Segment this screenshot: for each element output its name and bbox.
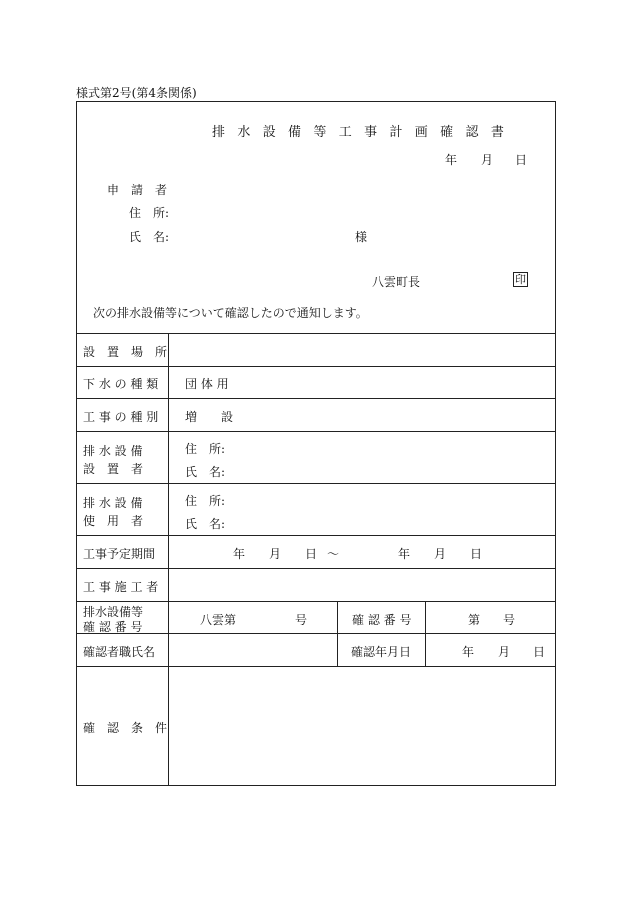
row-divider: [76, 535, 556, 536]
period-tilde: 〜: [327, 547, 340, 561]
installer-address-label: 住 所:: [185, 442, 226, 456]
user-name-label: 氏 名:: [185, 517, 226, 531]
work-type-label: 工 事 の 種 別: [83, 410, 159, 424]
conditions-label: 確 認 条 件: [83, 721, 168, 735]
confirm-no-label-line1: 排水設備等: [83, 605, 144, 619]
installer-label-line1: 排 水 設 備: [83, 444, 143, 458]
confirmer-label: 確認者職氏名: [83, 645, 156, 659]
user-label-line2: 使 用 者: [83, 514, 144, 528]
column-divider: [425, 601, 426, 666]
contractor-label: 工 事 施 工 者: [83, 580, 159, 594]
conditions-field[interactable]: [185, 680, 545, 775]
confirm-date-day: 日: [533, 645, 546, 659]
period-end-month: 月: [434, 547, 447, 561]
column-divider: [337, 601, 338, 666]
notice-text: 次の排水設備等について確認したので通知します。: [93, 306, 368, 320]
date-month: 月: [481, 153, 494, 167]
installer-name-label: 氏 名:: [185, 465, 226, 479]
form-number-label: 様式第2号(第4条関係): [76, 86, 197, 100]
applicant-name-label: 氏 名:: [129, 230, 170, 244]
period-start-month: 月: [269, 547, 282, 561]
applicant-label: 申 請 者: [107, 183, 168, 197]
work-type-value: 増 設: [185, 410, 234, 424]
row-divider: [76, 666, 556, 667]
confirm-no-sub-suffix: 号: [503, 613, 516, 627]
confirm-no-suffix: 号: [295, 613, 308, 627]
row-divider: [76, 483, 556, 484]
issuer-name: 八雲町長: [372, 275, 421, 289]
seal-mark: 印: [515, 273, 526, 286]
user-label-line1: 排 水 設 備: [83, 496, 143, 510]
user-address-label: 住 所:: [185, 494, 226, 508]
installer-label-line2: 設 置 者: [83, 462, 144, 476]
confirm-date-label: 確認年月日: [351, 645, 412, 659]
period-end-year: 年: [398, 547, 411, 561]
location-label: 設 置 場 所: [83, 345, 168, 359]
period-start-year: 年: [233, 547, 246, 561]
confirm-date-month: 月: [498, 645, 511, 659]
date-day: 日: [515, 153, 528, 167]
row-divider: [76, 366, 556, 367]
document-title: 排水設備等工事計画確認書: [212, 125, 517, 140]
sewer-type-label: 下 水 の 種 類: [83, 377, 159, 391]
row-divider: [76, 431, 556, 432]
confirm-no-sub-prefix: 第: [468, 613, 481, 627]
row-divider: [76, 601, 556, 602]
row-divider: [76, 633, 556, 634]
sewer-type-value: 団 体 用: [185, 377, 229, 391]
label-column-divider: [168, 333, 169, 785]
period-label: 工事予定期間: [83, 547, 156, 561]
applicant-address-label: 住 所:: [129, 206, 170, 220]
confirm-no-label-line2: 確 認 番 号: [83, 620, 143, 634]
honorific: 様: [355, 230, 368, 244]
date-year: 年: [445, 153, 458, 167]
period-end-day: 日: [470, 547, 483, 561]
confirm-no-prefix: 八雲第: [200, 613, 237, 627]
row-divider: [76, 398, 556, 399]
confirm-date-year: 年: [462, 645, 475, 659]
period-start-day: 日: [305, 547, 318, 561]
row-divider: [76, 333, 556, 334]
row-divider: [76, 568, 556, 569]
confirm-no-sub-label: 確 認 番 号: [352, 613, 412, 627]
